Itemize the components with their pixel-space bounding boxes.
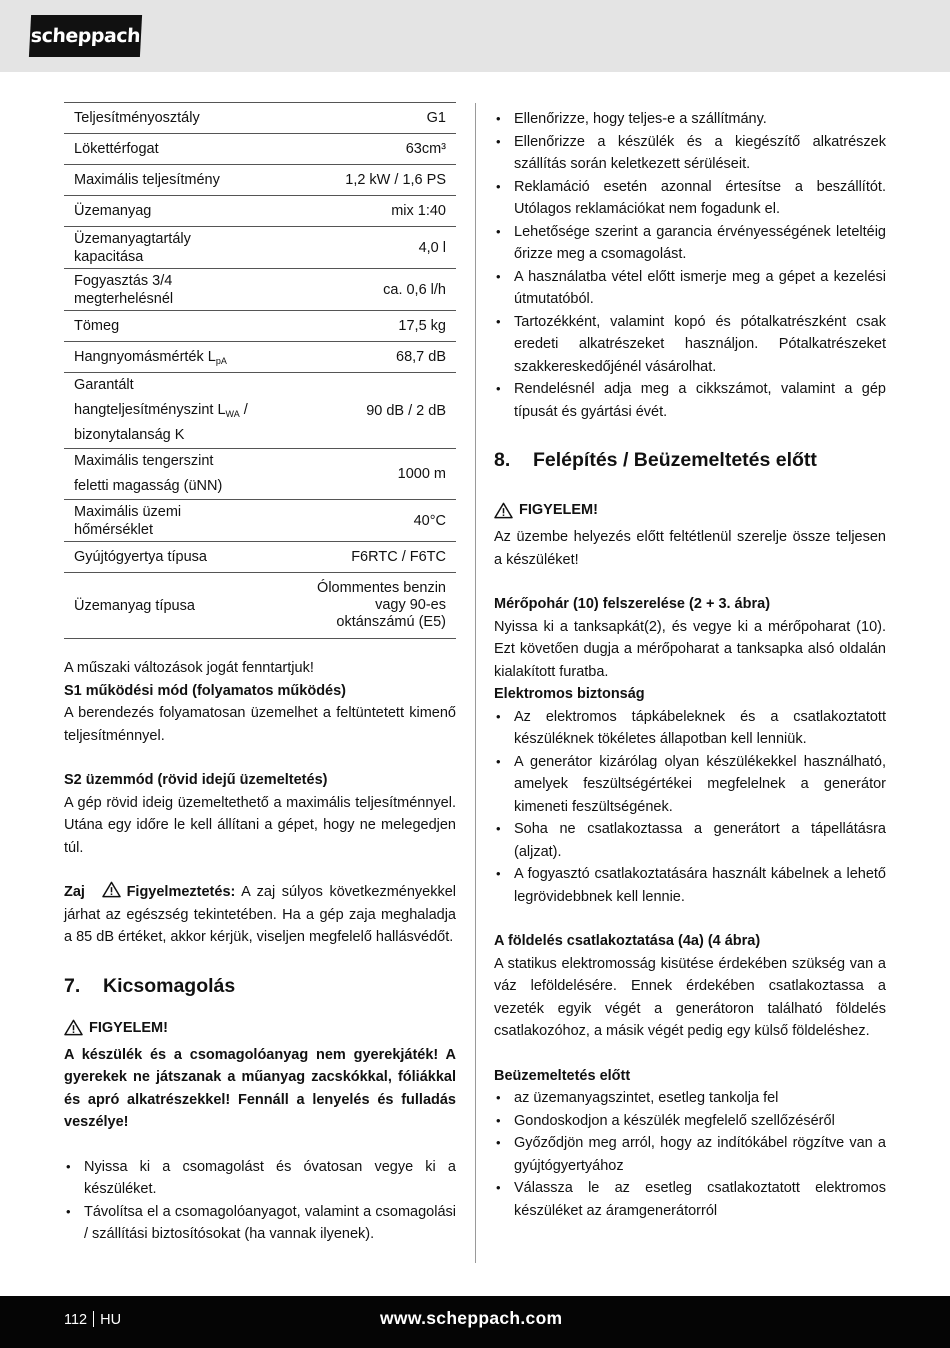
list-item: • Tartozékként, valamint kopó és pótalkatrészként csak eredeti alkatrészeket használjon. Pótalkatrészeket szakkereskedőjénél vásárolhat. <box>494 311 886 379</box>
spec-value: 4,0 l <box>304 227 456 269</box>
elec-list <box>494 706 886 909</box>
spec-label: Maximális tengerszint feletti magasság (üNN) <box>64 449 304 500</box>
spec-label: Üzemanyag típusa <box>64 573 304 639</box>
spec-value: 17,5 kg <box>304 311 456 342</box>
table-row <box>64 542 456 573</box>
cup-heading: Mérőpohár (10) felszerelése (2 + 3. ábra) <box>494 596 771 613</box>
spec-value: 68,7 dB <box>304 342 456 373</box>
spec-label: Fogyasztás 3/4 megterhelésnél <box>64 269 304 311</box>
brand-logo: scheppach <box>29 15 142 57</box>
spec-value: ca. 0,6 l/h <box>304 269 456 311</box>
list-item: • Gondoskodjon a készülék megfelelő szellőzéséről <box>494 1110 886 1133</box>
spec-label: Lökettérfogat <box>64 134 304 165</box>
spec-label: Maximális teljesítmény <box>64 165 304 196</box>
s1-heading: S1 működési mód (folyamatos működés) <box>64 682 347 699</box>
table-row <box>64 500 456 542</box>
warning-text: A készülék és a csomagolóanyag nem gyerekjáték! A gyerekek ne játszanak a műanyag zacskókkal, fóliákkal és apró alkatrészekkel! Fennáll a lenyelés és fulladás veszélye! <box>64 1046 456 1131</box>
column-divider <box>475 103 476 1263</box>
list-item: • A generátor kizárólag olyan készülékekkel használható, amelyek feszültségértékei megfelelnek a generátor kimeneti feszültségének. <box>494 751 886 819</box>
table-row <box>64 449 456 500</box>
list-item: • az üzemanyagszintet, esetleg tankolja fel <box>494 1087 886 1110</box>
list-item: • Reklamáció esetén azonnal értesítse a beszállítót. Utólagos reklamációkat nem fogadunk el. <box>494 176 886 221</box>
list-item: • Ellenőrizze, hogy teljes-e a szállítmány. <box>494 108 886 131</box>
spec-table <box>64 102 456 639</box>
list-item: • Soha ne csatlakoztassa a generátort a tápellátásra (aljzat). <box>494 818 886 863</box>
warning-icon <box>102 881 121 898</box>
noise-paragraph <box>64 881 456 949</box>
list-item: • A használatba vétel előtt ismerje meg a gépet a kezelési útmutatóból. <box>494 266 886 311</box>
noise-warning-label: Figyelmeztetés: <box>126 884 236 900</box>
spec-value: 63cm³ <box>304 134 456 165</box>
spec-label: Tömeg <box>64 311 304 342</box>
table-row <box>64 311 456 342</box>
list-item: • Nyissa ki a csomagolást és óvatosan vegye ki a készüléket. <box>64 1156 456 1201</box>
table-row <box>64 134 456 165</box>
cup-text: Nyissa ki a tanksapkát(2), és vegye ki a mérőpoharat (10). Ezt követően dugja a mérőpoharat a tanksapka alsó oldalán kialakított furatba. <box>494 618 886 680</box>
spec-value: 1,2 kW / 1,6 PS <box>304 165 456 196</box>
ground-text: A statikus elektromosság kisütése érdekében szükség van a váz leföldelésére. Ennek érdekében csatlakoztassa a vezeték egyik végét a generátoron található földelés csatlakozóhoz, a másik végét pedig egy külső földeléshez. <box>494 955 886 1040</box>
list-item: • Rendelésnél adja meg a cikkszámot, valamint a gép típusát és gyártási évét. <box>494 378 886 423</box>
spec-label: Garantált hangteljesítményszint $L_{WA}$ / bizonytalanság K <box>64 373 304 449</box>
warning-icon <box>64 1019 83 1036</box>
footer-bar <box>0 1296 950 1348</box>
table-row <box>64 269 456 311</box>
spec-label: Gyújtógyertya típusa <box>64 542 304 573</box>
right-column <box>494 108 886 1222</box>
spec-label: Maximális üzemi hőmérséklet <box>64 500 304 542</box>
spec-label: Hangnyomásmérték $L_{pA}$ <box>64 342 304 373</box>
ground-heading: A földelés csatlakoztatása (4a) (4 ábra) <box>494 933 761 950</box>
spec-value: F6RTC / F6TC <box>304 542 456 573</box>
table-row <box>64 103 456 134</box>
check-list <box>494 108 886 423</box>
list-item: • Lehetősége szerint a garancia érvényességének leteltéig őrizze meg a csomagolást. <box>494 221 886 266</box>
section-8-heading: 8. Felépítés / Beüzemeltetés előtt <box>494 449 817 471</box>
list-item: • Ellenőrizze a készülék és a kiegészítő alkatrészek szállítás során keletkezett sérüléseit. <box>494 131 886 176</box>
table-row <box>64 573 456 639</box>
section-7-heading: 7. Kicsomagolás <box>64 974 236 997</box>
table-row <box>64 165 456 196</box>
list-item: • Az elektromos tápkábeleknek és a csatlakoztatott készüléknek tökéletes állapotban kell lenniük. <box>494 706 886 751</box>
page-number: 112 HU <box>64 1312 122 1328</box>
start-list <box>494 1087 886 1222</box>
spec-value: 1000 m <box>304 449 456 500</box>
spec-value: 40°C <box>304 500 456 542</box>
s2-text: A gép rövid ideig üzemeltethető a maximális teljesítménnyel. Utána egy időre le kell állítani a gépet, hogy ne melegedjen túl. <box>64 794 456 856</box>
start-heading: Beüzemeltetés előtt <box>494 1067 631 1084</box>
website-link[interactable]: www.scheppach.com <box>380 1308 563 1328</box>
spec-value: Ólommentes benzin vagy 90-es oktánszámú (E5) <box>304 573 456 639</box>
table-row <box>64 373 456 449</box>
warning-heading: FIGYELEM! <box>64 1017 168 1040</box>
s1-text: A berendezés folyamatosan üzemelhet a feltüntetett kimenő teljesítménnyel. <box>64 705 456 744</box>
list-item: • Válassza le az esetleg csatlakoztatott elektromos készüléket az áramgenerátorról <box>494 1177 886 1222</box>
warning-text: Az üzembe helyezés előtt feltétlenül szerelje össze teljesen a készüléket! <box>494 529 886 568</box>
left-column <box>64 102 456 1246</box>
noise-label: Zaj <box>64 884 85 900</box>
warning-heading: FIGYELEM! <box>494 499 598 522</box>
spec-label: Üzemanyag <box>64 196 304 227</box>
list-item: • Győződjön meg arról, hogy az indítókábel rögzítve van a gyújtógyertyához <box>494 1132 886 1177</box>
list-item: • Távolítsa el a csomagolóanyagot, valamint a csomagolási / szállítási biztosítósokat (ha vannak ilyenek). <box>64 1201 456 1246</box>
warning-icon <box>494 502 513 519</box>
spec-label: Teljesítményosztály <box>64 103 304 134</box>
spec-label: Üzemanyagtartály kapacitása <box>64 227 304 269</box>
tech-changes-note: A műszaki változások jogát fenntartjuk! <box>64 660 314 676</box>
list-item: • A fogyasztó csatlakoztatására használt kábelnek a lehető legrövidebbnek kell lennie. <box>494 863 886 908</box>
spec-value: mix 1:40 <box>304 196 456 227</box>
header-bar <box>0 0 950 72</box>
s2-heading: S2 üzemmód (rövid idejű üzemeltetés) <box>64 772 328 788</box>
elec-heading: Elektromos biztonság <box>494 686 645 703</box>
table-row <box>64 342 456 373</box>
unpack-list <box>64 1156 456 1246</box>
spec-value: G1 <box>304 103 456 134</box>
spec-value: 90 dB / 2 dB <box>304 373 456 449</box>
table-row <box>64 196 456 227</box>
noise-text: A zaj súlyos következményekkel járhat az egészség tekintetében. Ha a gép zaja meghaladja a 85 dB értéket, akkor kérjük, viseljen megfelelő hallásvédőt. <box>64 884 456 945</box>
table-row <box>64 227 456 269</box>
